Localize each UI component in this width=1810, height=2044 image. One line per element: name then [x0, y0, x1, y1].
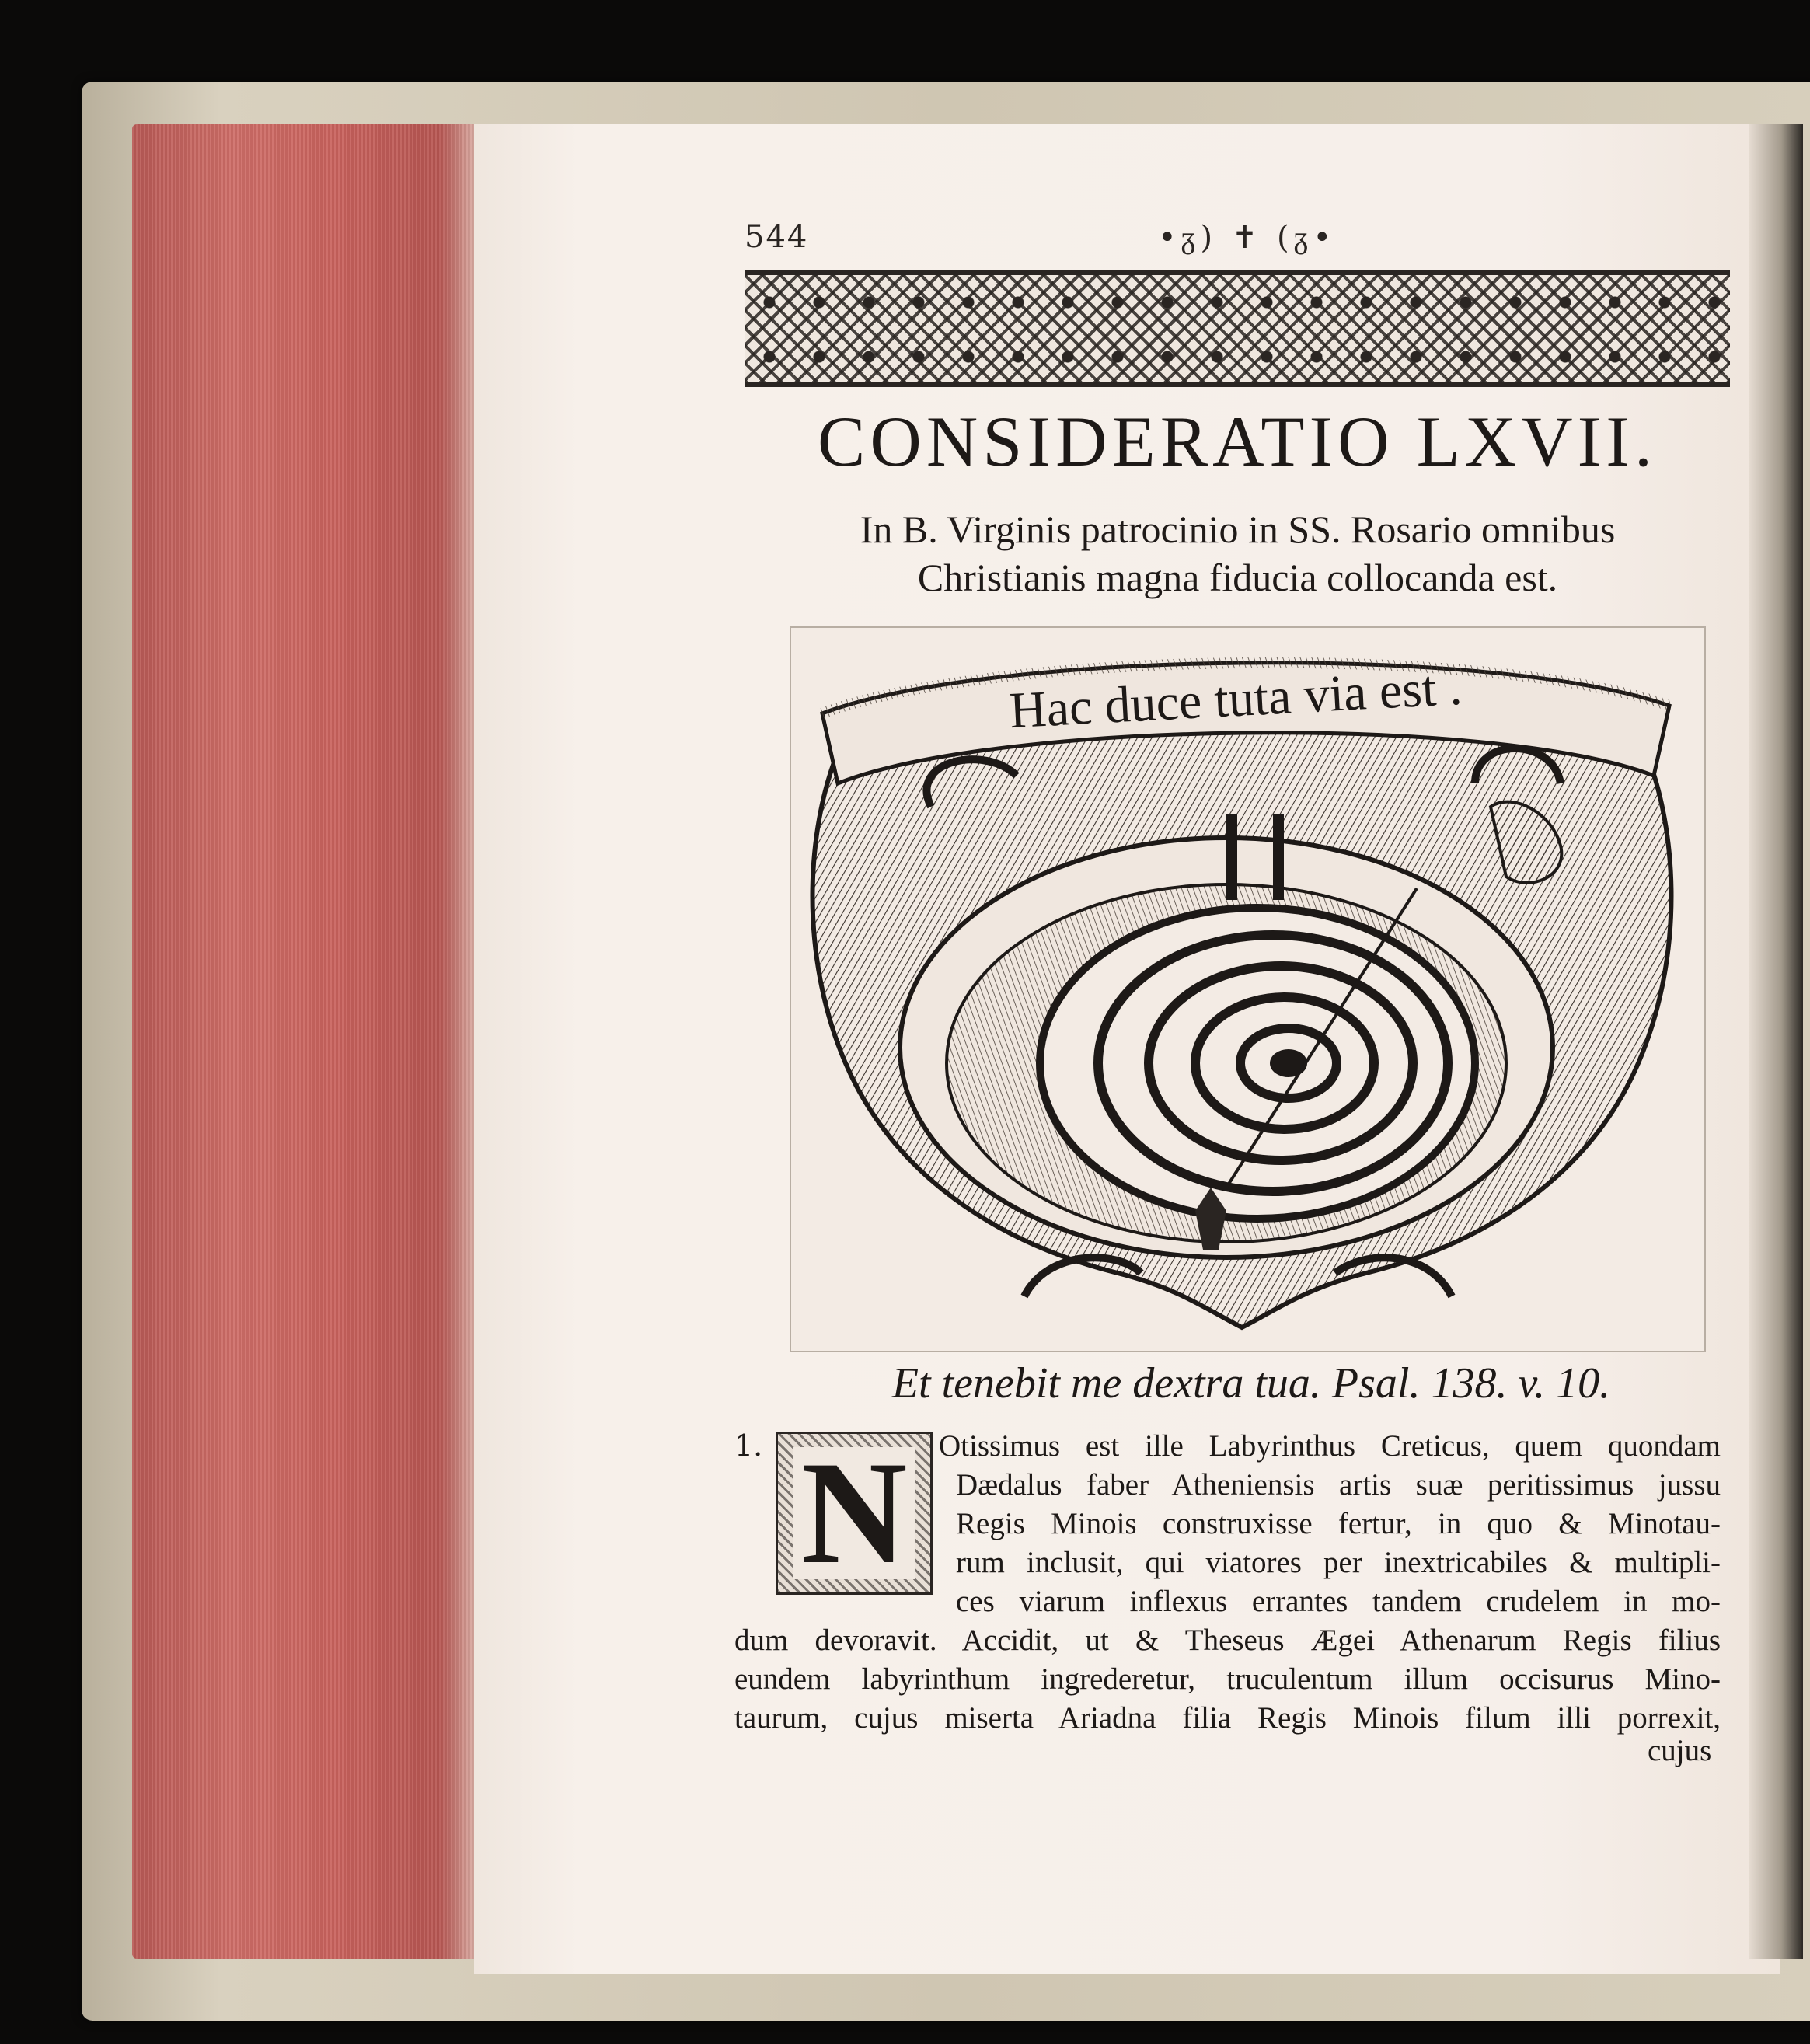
paragraph-number: 1. [734, 1428, 763, 1463]
catchword: cujus [1648, 1734, 1712, 1767]
subtitle-line: Christianis magna fiducia collocanda est. [917, 556, 1558, 599]
body-text-line: eundem labyrinthum ingrederetur, truculentum illum occisurus Mino- [734, 1662, 1721, 1696]
header-ornament: •ᵹ) ✝ (ᵹ• [1158, 220, 1337, 256]
body-text-line: Regis Minois construxisse fertur, in quo & Minotau- [956, 1507, 1721, 1540]
scripture-caption: Et tenebit me dextra tua. Psal. 138. v. 10. [891, 1359, 1611, 1407]
page-block-edges [132, 124, 474, 1959]
body-text-line: dum devoravit. Accidit, ut & Theseus Ægei Athenarum Regis filius [734, 1624, 1721, 1657]
subtitle-line: In B. Virginis patrocinio in SS. Rosario omnibus [860, 508, 1616, 551]
body-text-line: Dædalus faber Atheniensis artis suæ peritissimus jussu [956, 1468, 1721, 1502]
body-text-line: Otissimus est ille Labyrinthus Creticus, quem quondam [939, 1429, 1721, 1463]
decorated-initial [776, 1432, 933, 1595]
body-text-line: rum inclusit, qui viatores per inextricabiles & multipli- [956, 1546, 1721, 1579]
book-gutter [1749, 124, 1803, 1959]
ornamental-border-band [745, 270, 1730, 387]
chapter-title: CONSIDERATIO LXVII. [818, 402, 1657, 481]
engraving-motto: Hac duce tuta via est . [1008, 658, 1463, 740]
chapter-subtitle [738, 505, 1737, 602]
drop-cap-letter: N [793, 1447, 915, 1579]
page-number: 544 [745, 219, 809, 255]
body-text-line: taurum, cujus miserta Ariadna filia Regis Minois filum illi porrexit, [734, 1701, 1721, 1735]
body-text-line: ces viarum inflexus errantes tandem crudelem in mo- [956, 1585, 1721, 1618]
